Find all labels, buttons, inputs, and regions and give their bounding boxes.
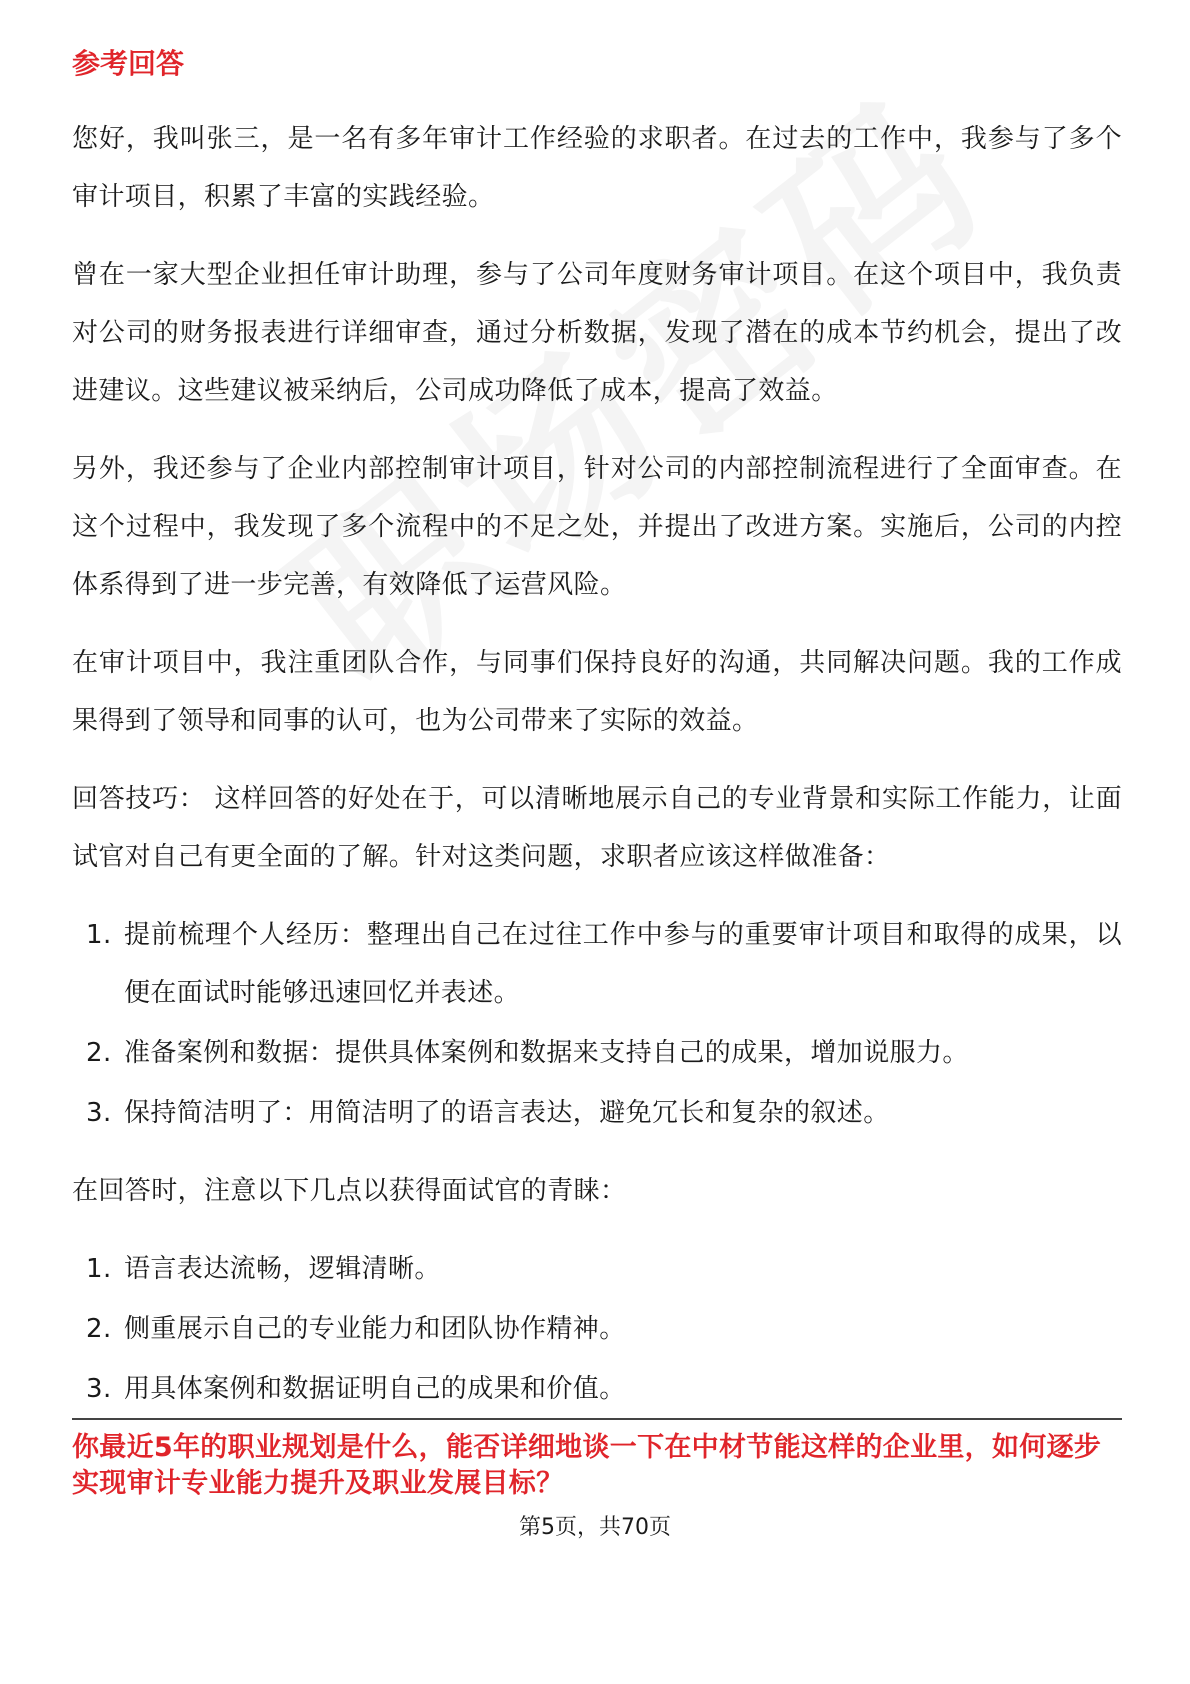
paragraph-internal-control: 另外，我还参与了企业内部控制审计项目，针对公司的内部控制流程进行了全面审查。在这个过程中，我发现了多个流程中的不足之处，并提出了改进方案。实施后，公司的内控体系得到了进一步完善，有效降低了运营风险。 (72, 454, 1122, 600)
paragraph-intro: 您好，我叫张三，是一名有多年审计工作经验的求职者。在过去的工作中，我参与了多个审计项目，积累了丰富的实践经验。 (72, 124, 1122, 212)
list-item-text: 用具体案例和数据证明自己的成果和价值。 (124, 1374, 626, 1404)
paragraph-teamwork: 在审计项目中，我注重团队合作，与同事们保持良好的沟通，共同解决问题。我的工作成果得到了领导和同事的认可，也为公司带来了实际的效益。 (72, 648, 1122, 736)
list-number: 1. (86, 920, 112, 950)
tips-list (72, 906, 1122, 1142)
attention-list (72, 1240, 1122, 1418)
list-number: 3. (86, 1374, 112, 1404)
list-item-text: 准备案例和数据：提供具体案例和数据来支持自己的成果，增加说服力。 (124, 1038, 969, 1068)
list-number: 3. (86, 1098, 112, 1128)
list-number: 2. (86, 1314, 112, 1344)
list-item (72, 1240, 1122, 1298)
list-item (72, 906, 1122, 1022)
list-item-text: 提前梳理个人经历：整理出自己在过往工作中参与的重要审计项目和取得的成果，以便在面试时能够迅速回忆并表述。 (124, 920, 1122, 1008)
list-number: 1. (86, 1254, 112, 1284)
list-item-text: 侧重展示自己的专业能力和团队协作精神。 (124, 1314, 626, 1344)
section-divider (72, 1418, 1122, 1420)
paragraph-financial-audit: 曾在一家大型企业担任审计助理，参与了公司年度财务审计项目。在这个项目中，我负责对公司的财务报表进行详细审查，通过分析数据，发现了潜在的成本节约机会，提出了改进建议。这些建议被采纳后，公司成功降低了成本，提高了效益。 (72, 260, 1122, 406)
section-title: 参考回答 (72, 47, 185, 80)
answer-content (72, 44, 1122, 1438)
list-item (72, 1024, 1122, 1082)
next-question-heading: 你最近5年的职业规划是什么，能否详细地谈一下在中材节能这样的企业里，如何逐步实现审计专业能力提升及职业发展目标？ (72, 1432, 1102, 1499)
list-item-text: 保持简洁明了：用简洁明了的语言表达，避免冗长和复杂的叙述。 (124, 1098, 890, 1128)
paragraph-answer-tips: 回答技巧： 这样回答的好处在于，可以清晰地展示自己的专业背景和实际工作能力，让面试官对自己有更全面的了解。针对这类问题，求职者应该这样做准备： (72, 784, 1122, 872)
list-number: 2. (86, 1038, 112, 1068)
list-item (72, 1084, 1122, 1142)
list-item (72, 1300, 1122, 1358)
page-number-footer: 第5页，共70页 (519, 1515, 671, 1540)
list-item-text: 语言表达流畅，逻辑清晰。 (124, 1254, 441, 1284)
paragraph-attention-intro: 在回答时，注意以下几点以获得面试官的青睐： (72, 1176, 627, 1206)
list-item (72, 1360, 1122, 1418)
